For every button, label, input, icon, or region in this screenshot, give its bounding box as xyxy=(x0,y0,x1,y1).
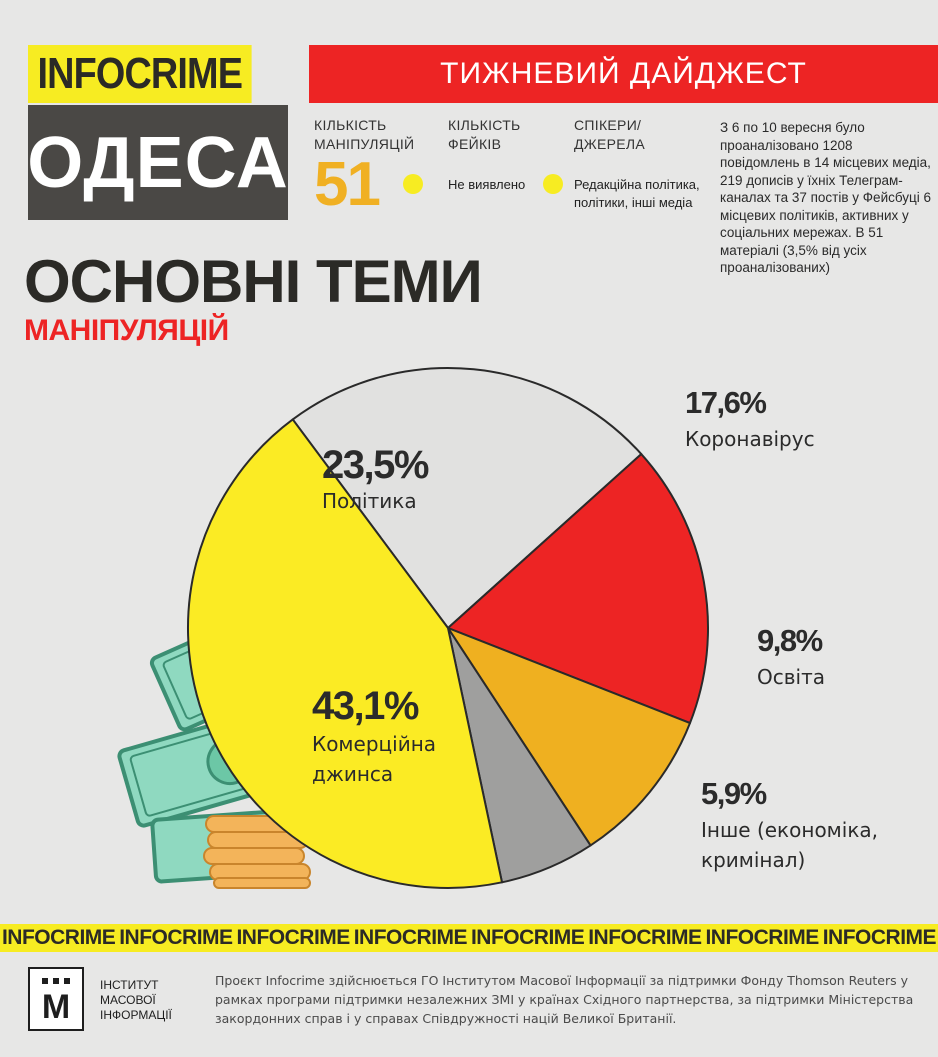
manipulations-count: 51 xyxy=(314,150,379,219)
speakers-value: Редакційна політика, політики, інші медіа xyxy=(574,177,700,210)
section-subtitle: МАНІПУЛЯЦІЙ xyxy=(24,314,229,347)
fakes-label: КІЛЬКІСТЬ ФЕЙКІВ xyxy=(448,117,521,152)
label-commercial: 43,1% Комерційна джинса xyxy=(312,684,437,786)
city-title: ОДЕСА xyxy=(28,105,288,220)
ticker-item: INFOCRIME xyxy=(353,926,468,949)
label-other: 5,9% Інше (економіка, кримінал) xyxy=(701,776,879,872)
imi-logo-mark xyxy=(36,974,76,1024)
brand-logo: INFOCRIME xyxy=(28,45,252,103)
label-education: 9,8% Освіта xyxy=(757,623,825,689)
imi-name: ІНСТИТУТ МАСОВОЇ ІНФОРМАЦІЇ xyxy=(100,978,172,1022)
ticker-item: INFOCRIME xyxy=(705,926,819,949)
ticker-item: INFOCRIME xyxy=(588,926,702,949)
section-title: ОСНОВНІ ТЕМИ xyxy=(24,248,482,315)
manipulations-label: КІЛЬКІСТЬ МАНІПУЛЯЦІЙ xyxy=(314,117,415,152)
svg-text:М: М xyxy=(41,988,71,1024)
ticker-item: INFOCRIME xyxy=(236,926,350,949)
footer-text: Проєкт Infocrime здійснюється ГО Інститутом Масової Інформації за підтримки Фонду Thomson Reuters у рамках програми підтримки незалежних ЗМІ у країнах Східного партнерства, за підтримки Міністерства закордонних справ і у справах Співдружності націй Великої Британії. xyxy=(215,973,914,1026)
speakers-dot xyxy=(543,174,563,194)
brand-ticker xyxy=(0,924,938,952)
fakes-dot xyxy=(403,174,423,194)
ticker-item: INFOCRIME xyxy=(822,926,937,949)
summary-text: З 6 по 10 вересня було проаналізовано 1208 повідомлень в 14 місцевих медіа, 219 дописів у їхніх Телеграм-каналах та 37 постів у Фейсбуці 6 місцевих політиків, активних у соціальних мережах. В 51 матеріалі (3,5% від усіх проаналізованих) xyxy=(720,120,932,275)
digest-banner: ТИЖНЕВИЙ ДАЙДЖЕСТ xyxy=(309,45,938,103)
imi-logo xyxy=(28,967,84,1031)
ticker-item: INFOCRIME xyxy=(119,926,233,949)
label-politics: 23,5% Політика xyxy=(322,443,428,513)
ticker-item: INFOCRIME xyxy=(470,926,585,949)
fakes-value: Не виявлено xyxy=(448,177,526,192)
label-coronavirus: 17,6% Коронавірус xyxy=(685,385,815,451)
ticker-item: INFOCRIME xyxy=(1,926,116,949)
speakers-label: СПІКЕРИ/ ДЖЕРЕЛА xyxy=(574,117,646,152)
